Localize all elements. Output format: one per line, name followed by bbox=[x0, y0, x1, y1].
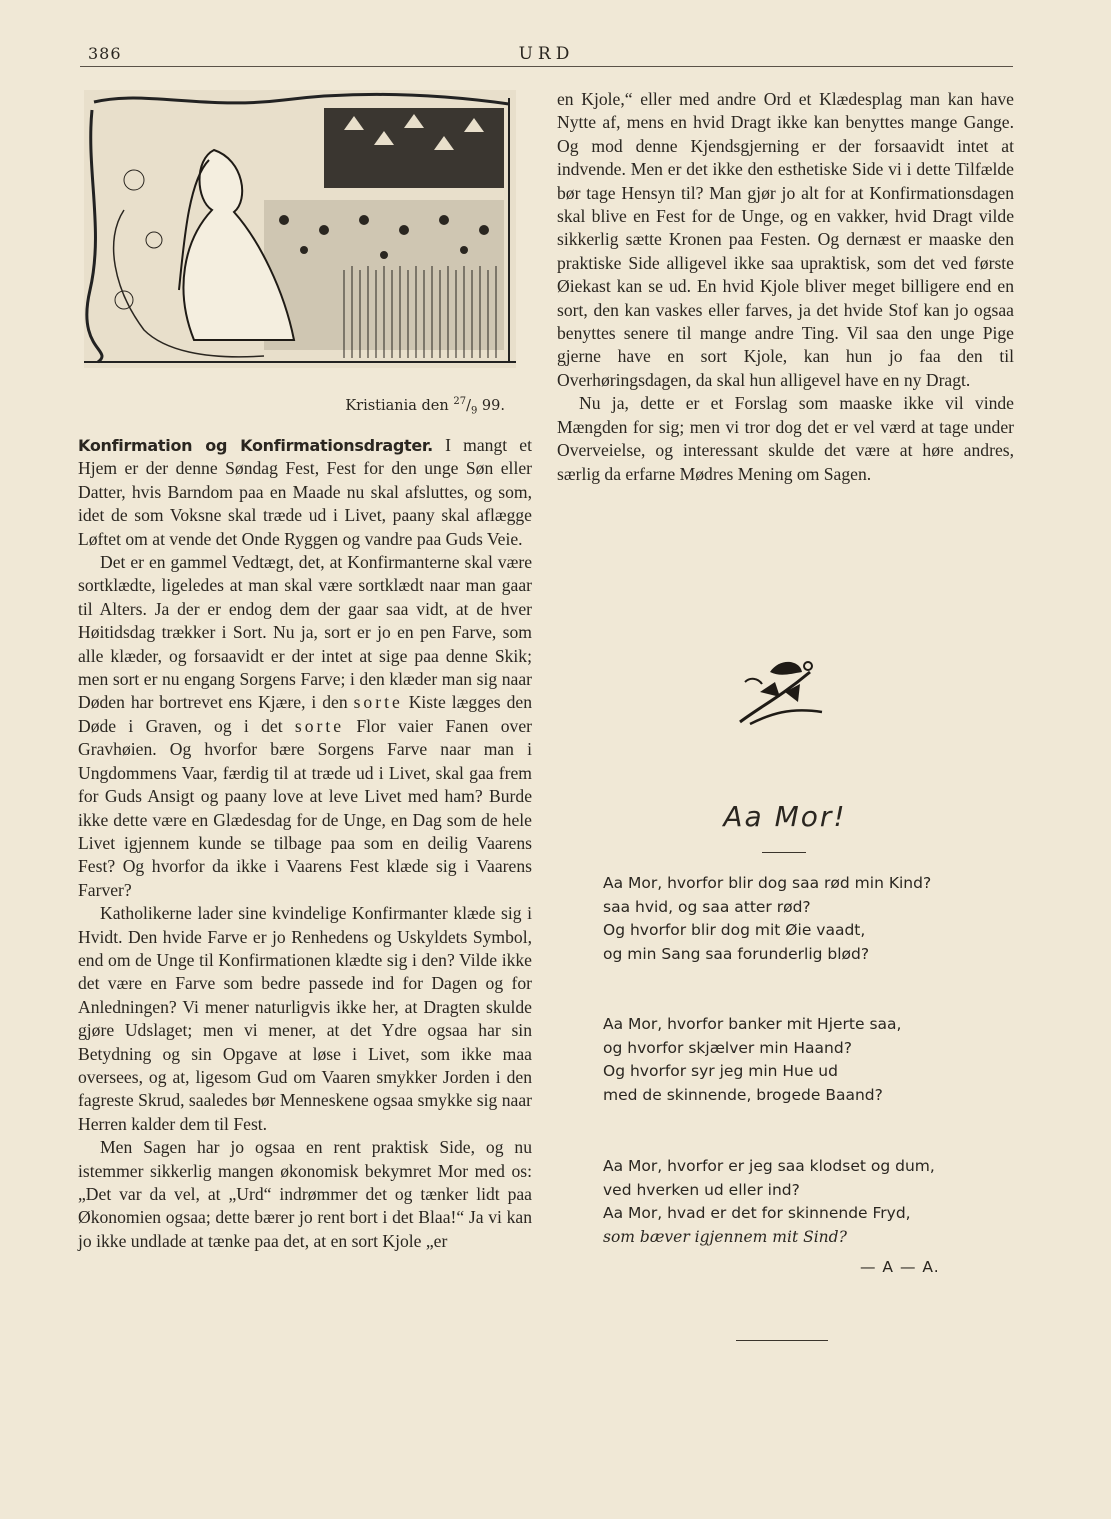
emphasis-sorte-2: sorte bbox=[294, 715, 345, 736]
article-left-column bbox=[78, 434, 532, 1253]
poem-stanza-2 bbox=[603, 1013, 1023, 1107]
caption-slash: / bbox=[466, 397, 471, 414]
article-paragraph: Katholikerne lader sine kvindelige Konfirmanter klæde sig i Hvidt. Den hvide Farve er jo Renhedens og Uskyldets Symbol, end om de Unge til Konfirmationen klædte sig i den? Vilde ikke det være en Farve som bedre passede ind for Dagen og for Anledningen? Vi mener naturligvis ikke her, at Dragten skulde gjøre Udslaget; men vi mener, at det Ydre ogsaa har sin Betydning og sin Opgave at løse i Livet, som ikke maa oversees, og at, ligesom Gud om Vaaren smykker Jorden i den fagreste Skrud, saaledes bør Menneskene ogsaa smykke sig naar Herren kalder dem til Fest. bbox=[78, 903, 532, 1134]
article-p2-part-c: Flor vaier Fanen over Gravhøien. Og hvorfor bære Sorgens Farve naar man i Ungdommens Vaar, færdig til at træde ud i Livet, skal gaa frem for Guds Ansigt og paany love at leve Livet med ham? Burde ikke dette være en Glædesdag for de Unge, en Dag som de hele Livet igjennem kunde se tilbage paa som en deilig Vaarens Fest? Og hvorfor da ikke i Vaarens Fest klæde sig i Vaarens Farver? bbox=[78, 715, 532, 900]
article-paragraph: Nu ja, dette er et Forslag som maaske ikke vil vinde Mængden for sig; men vi tror dog det er vel værd at tage under Overveielse, og interessant skulde det være at høre andres, særlig da erfarne Mødres Mening om Sagen. bbox=[557, 393, 1014, 484]
poem-stanza-3 bbox=[603, 1155, 1023, 1249]
poem-line: Aa Mor, hvorfor banker mit Hjerte saa, bbox=[603, 1015, 902, 1033]
poem-line: Og hvorfor blir dog mit Øie vaadt, bbox=[603, 921, 866, 939]
poem-stanza-1 bbox=[603, 872, 1023, 966]
article-p2-part-b: Kiste lægges den Døde i Graven, og i det bbox=[78, 692, 532, 736]
page-number: 386 bbox=[88, 44, 122, 63]
poem-title: Aa Mor! bbox=[723, 800, 847, 833]
illustration-caption bbox=[300, 396, 505, 417]
poem-line: og hvorfor skjælver min Haand? bbox=[603, 1038, 852, 1057]
article-paragraph bbox=[78, 551, 532, 902]
emphasis-sorte-1: sorte bbox=[353, 692, 403, 713]
poem-line: ved hverken ud eller ind? bbox=[603, 1180, 800, 1199]
caption-suffix: 99. bbox=[477, 397, 505, 414]
title-divider bbox=[762, 852, 806, 853]
page-header bbox=[80, 40, 1013, 67]
poem-line: som bæver igjennem mit Sind? bbox=[603, 1227, 847, 1246]
poem-signature: — A — A. bbox=[860, 1258, 940, 1276]
decorative-vignette-illustration bbox=[84, 90, 516, 368]
caption-day: 27 bbox=[453, 396, 467, 407]
poem-line: saa hvid, og saa atter rød? bbox=[603, 897, 811, 916]
article-heading: Konfirmation og Konfirmationsdragter. bbox=[78, 436, 433, 455]
article-p2-part-a: Det er en gammel Vedtægt, det, at Konfirmanterne skal være sortklædte, ligeledes at man skal være sortklædt naar man gaar til Alters. Ja der er endog dem der gaar saa vidt, at de hver Høitidsdag trækker i Sort. Nu ja, sort er jo en pen Farve, som alle klæder, og forsaavidt er der intet at sige paa denne Skik; men sort er nu engang Sorgens Farve; i den klæder man sig naar Døden har bortrevet ens Kjære, i den bbox=[78, 552, 532, 713]
article-paragraph: Men Sagen har jo ogsaa en rent praktisk Side, og nu istemmer sikkerlig mangen økonomisk bekymret Mor med os: „Det var da vel, at „Urd“ indrømmer det og tænker lidt paa Økonomien ogsaa; dette bærer jo rent bort i det Blaa!“ Ja vi kan jo ikke undlade at tænke paa det, at en sort Kjole „er bbox=[78, 1137, 532, 1251]
article-p1-text: I mangt et Hjem er der denne Søndag Fest, Fest for den unge Søn eller Datter, hvis Barndom paa en Maade nu skal afsluttes, og som, idet de som Voksne skal træde ud i Livet, paany skal aflægge Løftet om at vende det Onde Ryggen og vandre paa Guds Veie. bbox=[78, 435, 532, 549]
floral-ornament-icon bbox=[730, 652, 830, 730]
poem-line: Aa Mor, hvorfor er jeg saa klodset og dum, bbox=[603, 1157, 935, 1175]
caption-prefix: Kristiania den bbox=[345, 397, 454, 414]
poem-line: Aa Mor, hvorfor blir dog saa rød min Kind? bbox=[603, 874, 932, 892]
end-divider bbox=[736, 1340, 828, 1341]
caption-month: 9 bbox=[470, 405, 478, 417]
poem-line: med de skinnende, brogede Baand? bbox=[603, 1085, 883, 1104]
article-paragraph bbox=[78, 434, 532, 551]
poem-line: Aa Mor, hvad er det for skinnende Fryd, bbox=[603, 1204, 911, 1222]
poem-line: Og hvorfor syr jeg min Hue ud bbox=[603, 1062, 838, 1080]
running-title: URD bbox=[518, 44, 575, 64]
article-paragraph: en Kjole,“ eller med andre Ord et Klædesplag man kan have Nytte af, mens en hvid Dragt ikke kan benyttes mange Gange. Og mod denne Kjendsgjerning er der forsaavidt intet at indvende. Men er det ikke den esthetiske Side vi i dette Tilfælde bør tage Hensyn til? Man gjør jo alt for at Konfirmationsdagen skal blive en Fest for de Unge, og en vakker, hvid Dragt vilde sikkerlig sætte Kronen paa Festen. Og dernæst er maaske den praktiske Side alligevel ikke saa upraktisk, som det ved første Øiekast kan se ud. En hvid Kjole bliver meget billigere end en sort, den kan vaskes eller farves, ja det hvide Stof kan jo ogsaa benyttes senere til mange andre Ting. Vil saa den unge Pige gjerne have en sort Kjole, kan hun jo faa den til Overhøringsdagen, da skal hun alligevel have en ny Dragt. bbox=[557, 89, 1014, 390]
article-right-column bbox=[557, 88, 1014, 486]
poem-line: og min Sang saa forunderlig blød? bbox=[603, 944, 870, 963]
